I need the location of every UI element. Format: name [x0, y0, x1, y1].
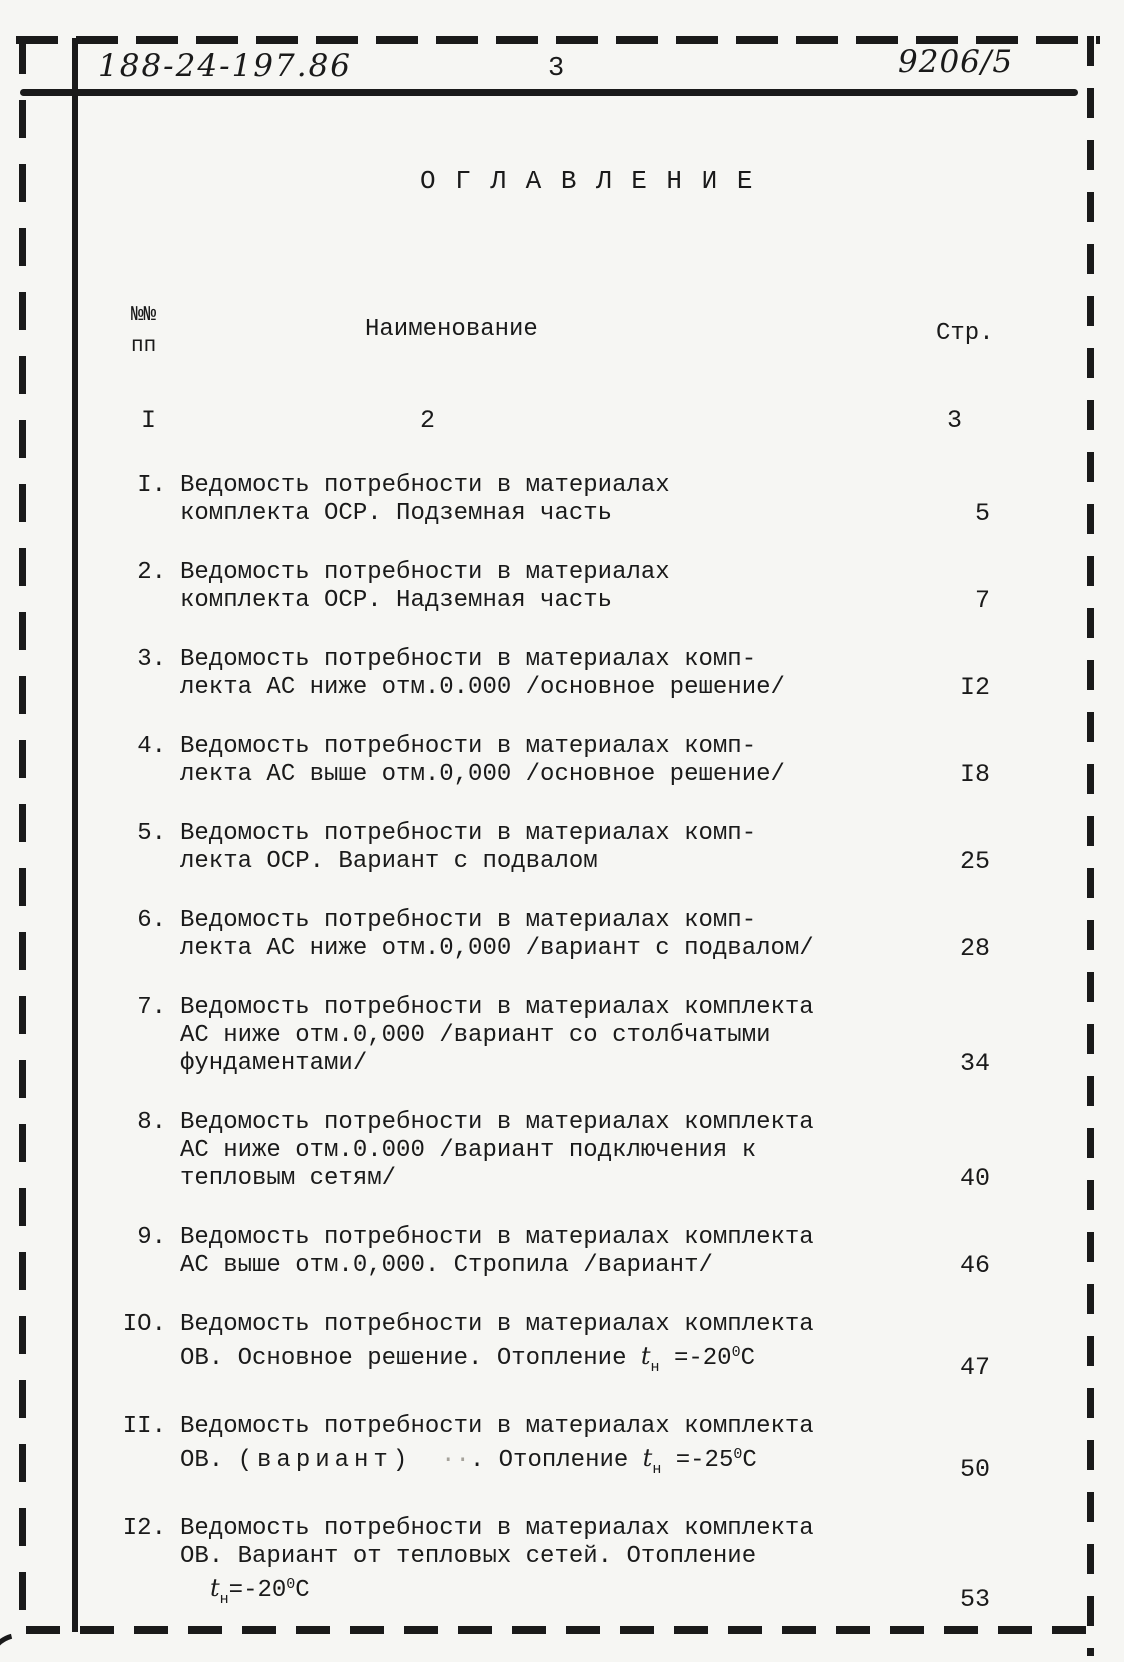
toc-item-row	[106, 907, 990, 963]
toc-item-page: 7	[974, 586, 990, 615]
toc-item-line: АС ниже отм.0.000 /вариант подключения к	[180, 1137, 757, 1164]
toc-line-segment: С	[295, 1577, 310, 1604]
toc-item-title	[180, 820, 916, 876]
toc-item-line	[180, 1571, 916, 1614]
column-header-number-line2: пп	[131, 335, 157, 358]
toc-item-line: Ведомость потребности в материалах комплекта	[180, 1311, 814, 1338]
toc-item-title	[180, 1109, 916, 1193]
toc-item-line: лекта АС ниже отм.0.000 /основное решение/	[180, 674, 785, 701]
order-number: 9206/5	[898, 44, 1014, 80]
toc-line-segment: н	[652, 1461, 662, 1478]
toc-item-row	[106, 1515, 990, 1614]
toc-line-segment: =-20	[228, 1577, 287, 1604]
toc-item-number: II.	[122, 1413, 166, 1440]
toc-item-number: 6.	[137, 907, 166, 934]
toc-item-page: 47	[959, 1353, 990, 1382]
toc-item-line: тепловым сетям/	[180, 1165, 397, 1192]
toc-item-title	[180, 646, 916, 702]
toc-item-number: 3.	[137, 646, 166, 673]
toc-item-line: комплекта ОСР. Надземная часть	[180, 587, 613, 614]
toc-items	[106, 472, 990, 1614]
toc-item-page: 5	[974, 499, 990, 528]
header-rule-line	[20, 89, 1078, 96]
toc-item-number: I.	[137, 472, 166, 499]
column-index-name: 2	[420, 406, 436, 435]
toc-item-line: лекта АС выше отм.0,000 /основное решение/	[180, 761, 785, 788]
toc-item-page: 28	[959, 934, 990, 963]
toc-item-page: 46	[959, 1251, 990, 1280]
toc-item-number: 4.	[137, 733, 166, 760]
toc-item-line: Ведомость потребности в материалах комп-	[180, 820, 757, 847]
toc-item-line: АС ниже отм.0,000 /вариант со столбчатыми	[180, 1022, 771, 1049]
toc-item-line: ОВ. Вариант от тепловых сетей. Отопление	[180, 1543, 757, 1570]
toc-item-number: 9.	[137, 1224, 166, 1251]
border-bottom-dashed	[26, 1626, 1104, 1634]
toc-item-line: лекта ОСР. Вариант с подвалом	[180, 848, 598, 875]
toc-item-title	[180, 1413, 916, 1484]
toc-item-row	[106, 646, 990, 702]
toc-line-segment: 0	[731, 1344, 741, 1361]
page-number: 3	[548, 54, 565, 84]
toc-item-row	[106, 994, 990, 1078]
toc-line-segment: =-25	[661, 1447, 734, 1474]
toc-item-line	[180, 1441, 916, 1484]
toc-item-number: 8.	[137, 1109, 166, 1136]
left-margin-line	[72, 38, 78, 1632]
toc-item-number: I2.	[122, 1515, 166, 1542]
toc-item-row	[106, 1109, 990, 1193]
toc-item-number: 7.	[137, 994, 166, 1021]
toc-line-segment: . Отопление	[469, 1447, 643, 1474]
border-top-dashed	[16, 36, 1100, 44]
toc-item-line: Ведомость потребности в материалах комп-	[180, 646, 757, 673]
toc-item-line: комплекта ОСР. Подземная часть	[180, 500, 613, 527]
toc-item-title	[180, 1311, 916, 1382]
toc-item-line: лекта АС ниже отм.0,000 /вариант с подвалом/	[180, 935, 814, 962]
toc-item-title	[180, 1515, 916, 1614]
border-left-dashed	[19, 36, 26, 1636]
toc-item-line: Ведомость потребности в материалах	[180, 472, 670, 499]
toc-item-row	[106, 820, 990, 876]
toc-item-line: Ведомость потребности в материалах комплекта	[180, 994, 814, 1021]
column-header-number-line1: №№	[131, 304, 157, 327]
toc-line-segment: ОВ.	[180, 1447, 238, 1474]
column-header-page: Стр.	[936, 320, 994, 347]
toc-line-segment: н	[219, 1591, 229, 1608]
toc-item-row	[106, 1311, 990, 1382]
toc-item-page: 25	[959, 847, 990, 876]
toc-item-page: 40	[959, 1164, 990, 1193]
page-title: О Г Л А В Л Е Н И Е	[420, 166, 755, 196]
toc-item-line: Ведомость потребности в материалах	[180, 559, 670, 586]
toc-item-line: Ведомость потребности в материалах комплекта	[180, 1224, 814, 1251]
toc-item-line: Ведомость потребности в материалах комплекта	[180, 1413, 814, 1440]
toc-item-line: Ведомость потребности в материалах комплекта	[180, 1109, 814, 1136]
toc-line-segment: С	[742, 1447, 757, 1474]
toc-item-title	[180, 994, 916, 1078]
toc-line-segment: 0	[733, 1446, 743, 1463]
toc-line-segment: t	[640, 1342, 651, 1370]
toc-line-segment: (вариант)	[237, 1447, 413, 1474]
toc-item-line: Ведомость потребности в материалах комплекта	[180, 1515, 814, 1542]
toc-item-row	[106, 559, 990, 615]
toc-item-row	[106, 1224, 990, 1280]
toc-item-line	[180, 1339, 916, 1382]
column-header-number	[131, 300, 156, 362]
toc-item-page: I2	[959, 673, 990, 702]
toc-item-page: 50	[959, 1455, 990, 1484]
toc-item-page: 34	[959, 1049, 990, 1078]
toc-item-line: Ведомость потребности в материалах комп-	[180, 733, 757, 760]
toc-item-line: АС выше отм.0,000. Стропила /вариант/	[180, 1252, 713, 1279]
toc-item-title	[180, 559, 916, 615]
toc-item-page: I8	[959, 760, 990, 789]
toc-line-segment: С	[740, 1345, 755, 1372]
toc-line-segment: t	[642, 1444, 653, 1472]
toc-item-row	[106, 733, 990, 789]
toc-item-row	[106, 1413, 990, 1484]
toc-item-title	[180, 733, 916, 789]
toc-line-segment: ОВ. Основное решение. Отопление	[180, 1345, 641, 1372]
column-index-number: I	[141, 406, 157, 435]
toc-line-segment: =-20	[659, 1345, 732, 1372]
border-right-dashed	[1087, 36, 1094, 1656]
toc-item-row	[106, 472, 990, 528]
toc-item-number: 2.	[137, 559, 166, 586]
toc-line-segment: t	[210, 1574, 220, 1602]
toc-item-title	[180, 472, 916, 528]
toc-item-title	[180, 907, 916, 963]
toc-item-line: фундаментами/	[180, 1050, 368, 1077]
toc-item-number: 5.	[137, 820, 166, 847]
toc-line-segment: ··	[412, 1447, 470, 1474]
doc-number: 188-24-197.86	[98, 48, 353, 84]
toc-item-page: 53	[959, 1585, 990, 1614]
toc-line-segment: н	[650, 1359, 660, 1376]
toc-item-number: IO.	[122, 1311, 166, 1338]
column-header-name: Наименование	[365, 316, 538, 343]
toc-line-segment: 0	[286, 1576, 296, 1593]
toc-item-title	[180, 1224, 916, 1280]
toc-item-line: Ведомость потребности в материалах комп-	[180, 907, 757, 934]
column-index-page: 3	[947, 406, 963, 435]
